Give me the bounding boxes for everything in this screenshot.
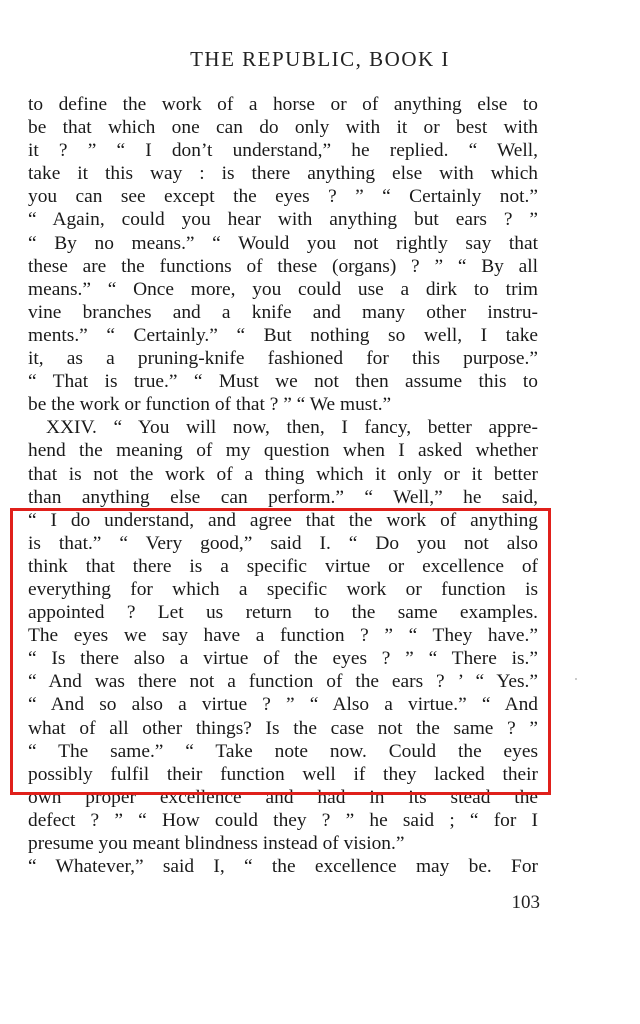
text-line: to define the work of a horse or of anything else to [28,94,538,115]
highlighted-text-line: “ And was there not a function of the ears ? ’ “ Yes.” [28,671,538,693]
text-line: these are the functions of these (organs) ? ” “ By all [28,255,538,277]
running-head: THE REPUBLIC, BOOK I [190,47,450,71]
page-number: 103 [511,892,540,913]
text-line: it, as a pruning-knife fashioned for this purpose.” [28,348,538,370]
text-line: be that which one can do only with it or best with [28,117,538,139]
text-line: own proper excellence and had in its stead the [28,786,538,808]
text-line: than anything else can perform.” “ Well,” he said, [28,486,538,508]
paper-speck [575,678,577,680]
text-line: presume you meant blindness instead of vision.” [28,833,405,854]
highlighted-text-line: what of all other things? Is the case not the same ? ” [28,717,538,739]
text-line: that is not the work of a thing which it only or it better [28,463,538,485]
body-text [28,93,538,878]
text-line: you can see except the eyes ? ” “ Certainly not.” [28,186,538,208]
text-line: means.” “ Once more, you could use a dirk to trim [28,278,538,300]
text-line: hend the meaning of my question when I asked whether [28,440,538,462]
highlighted-text-line: appointed ? Let us return to the same examples. [28,602,538,624]
highlighted-text-line: The eyes we say have a function ? ” “ They have.” [28,625,538,647]
text-line: be the work or function of that ? ” “ We must.” [28,394,392,416]
highlighted-text-line: “ The same.” “ Take note now. Could the eyes [28,740,538,762]
section-start-line: XXIV. “ You will now, then, I fancy, better appre- [46,417,538,439]
text-line: “ Again, could you hear with anything but ears ? ” [28,209,538,231]
highlighted-text-line: “ Is there also a virtue of the eyes ? ” “ There is.” [28,648,538,670]
text-line: it ? ” “ I don’t understand,” he replied. “ Well, [28,140,538,162]
highlighted-text-line: is that.” “ Very good,” said I. “ Do you not also [28,532,538,554]
text-line: vine branches and a knife and many other instru- [28,301,538,323]
text-line: “ By no means.” “ Would you not rightly say that [28,232,538,254]
highlighted-text-line: think that there is a specific virtue or excellence of [28,555,538,577]
text-line: “ That is true.” “ Must we not then assume this to [28,371,538,393]
text-line: defect ? ” “ How could they ? ” he said ; “ for I [28,809,538,831]
text-line: take it this way : is there anything else with which [28,163,538,185]
text-line: “ Whatever,” said I, “ the excellence may be. For [28,856,538,878]
highlighted-text-line: “ And so also a virtue ? ” “ Also a virtue.” “ And [28,694,538,716]
highlighted-text-line: possibly fulfil their function well if they lacked their [28,763,538,785]
highlighted-text-line: “ I do understand, and agree that the work of anything [28,509,538,531]
highlighted-text-line: everything for which a specific work or function is [28,578,538,600]
text-line: ments.” “ Certainly.” “ But nothing so well, I take [28,324,538,346]
